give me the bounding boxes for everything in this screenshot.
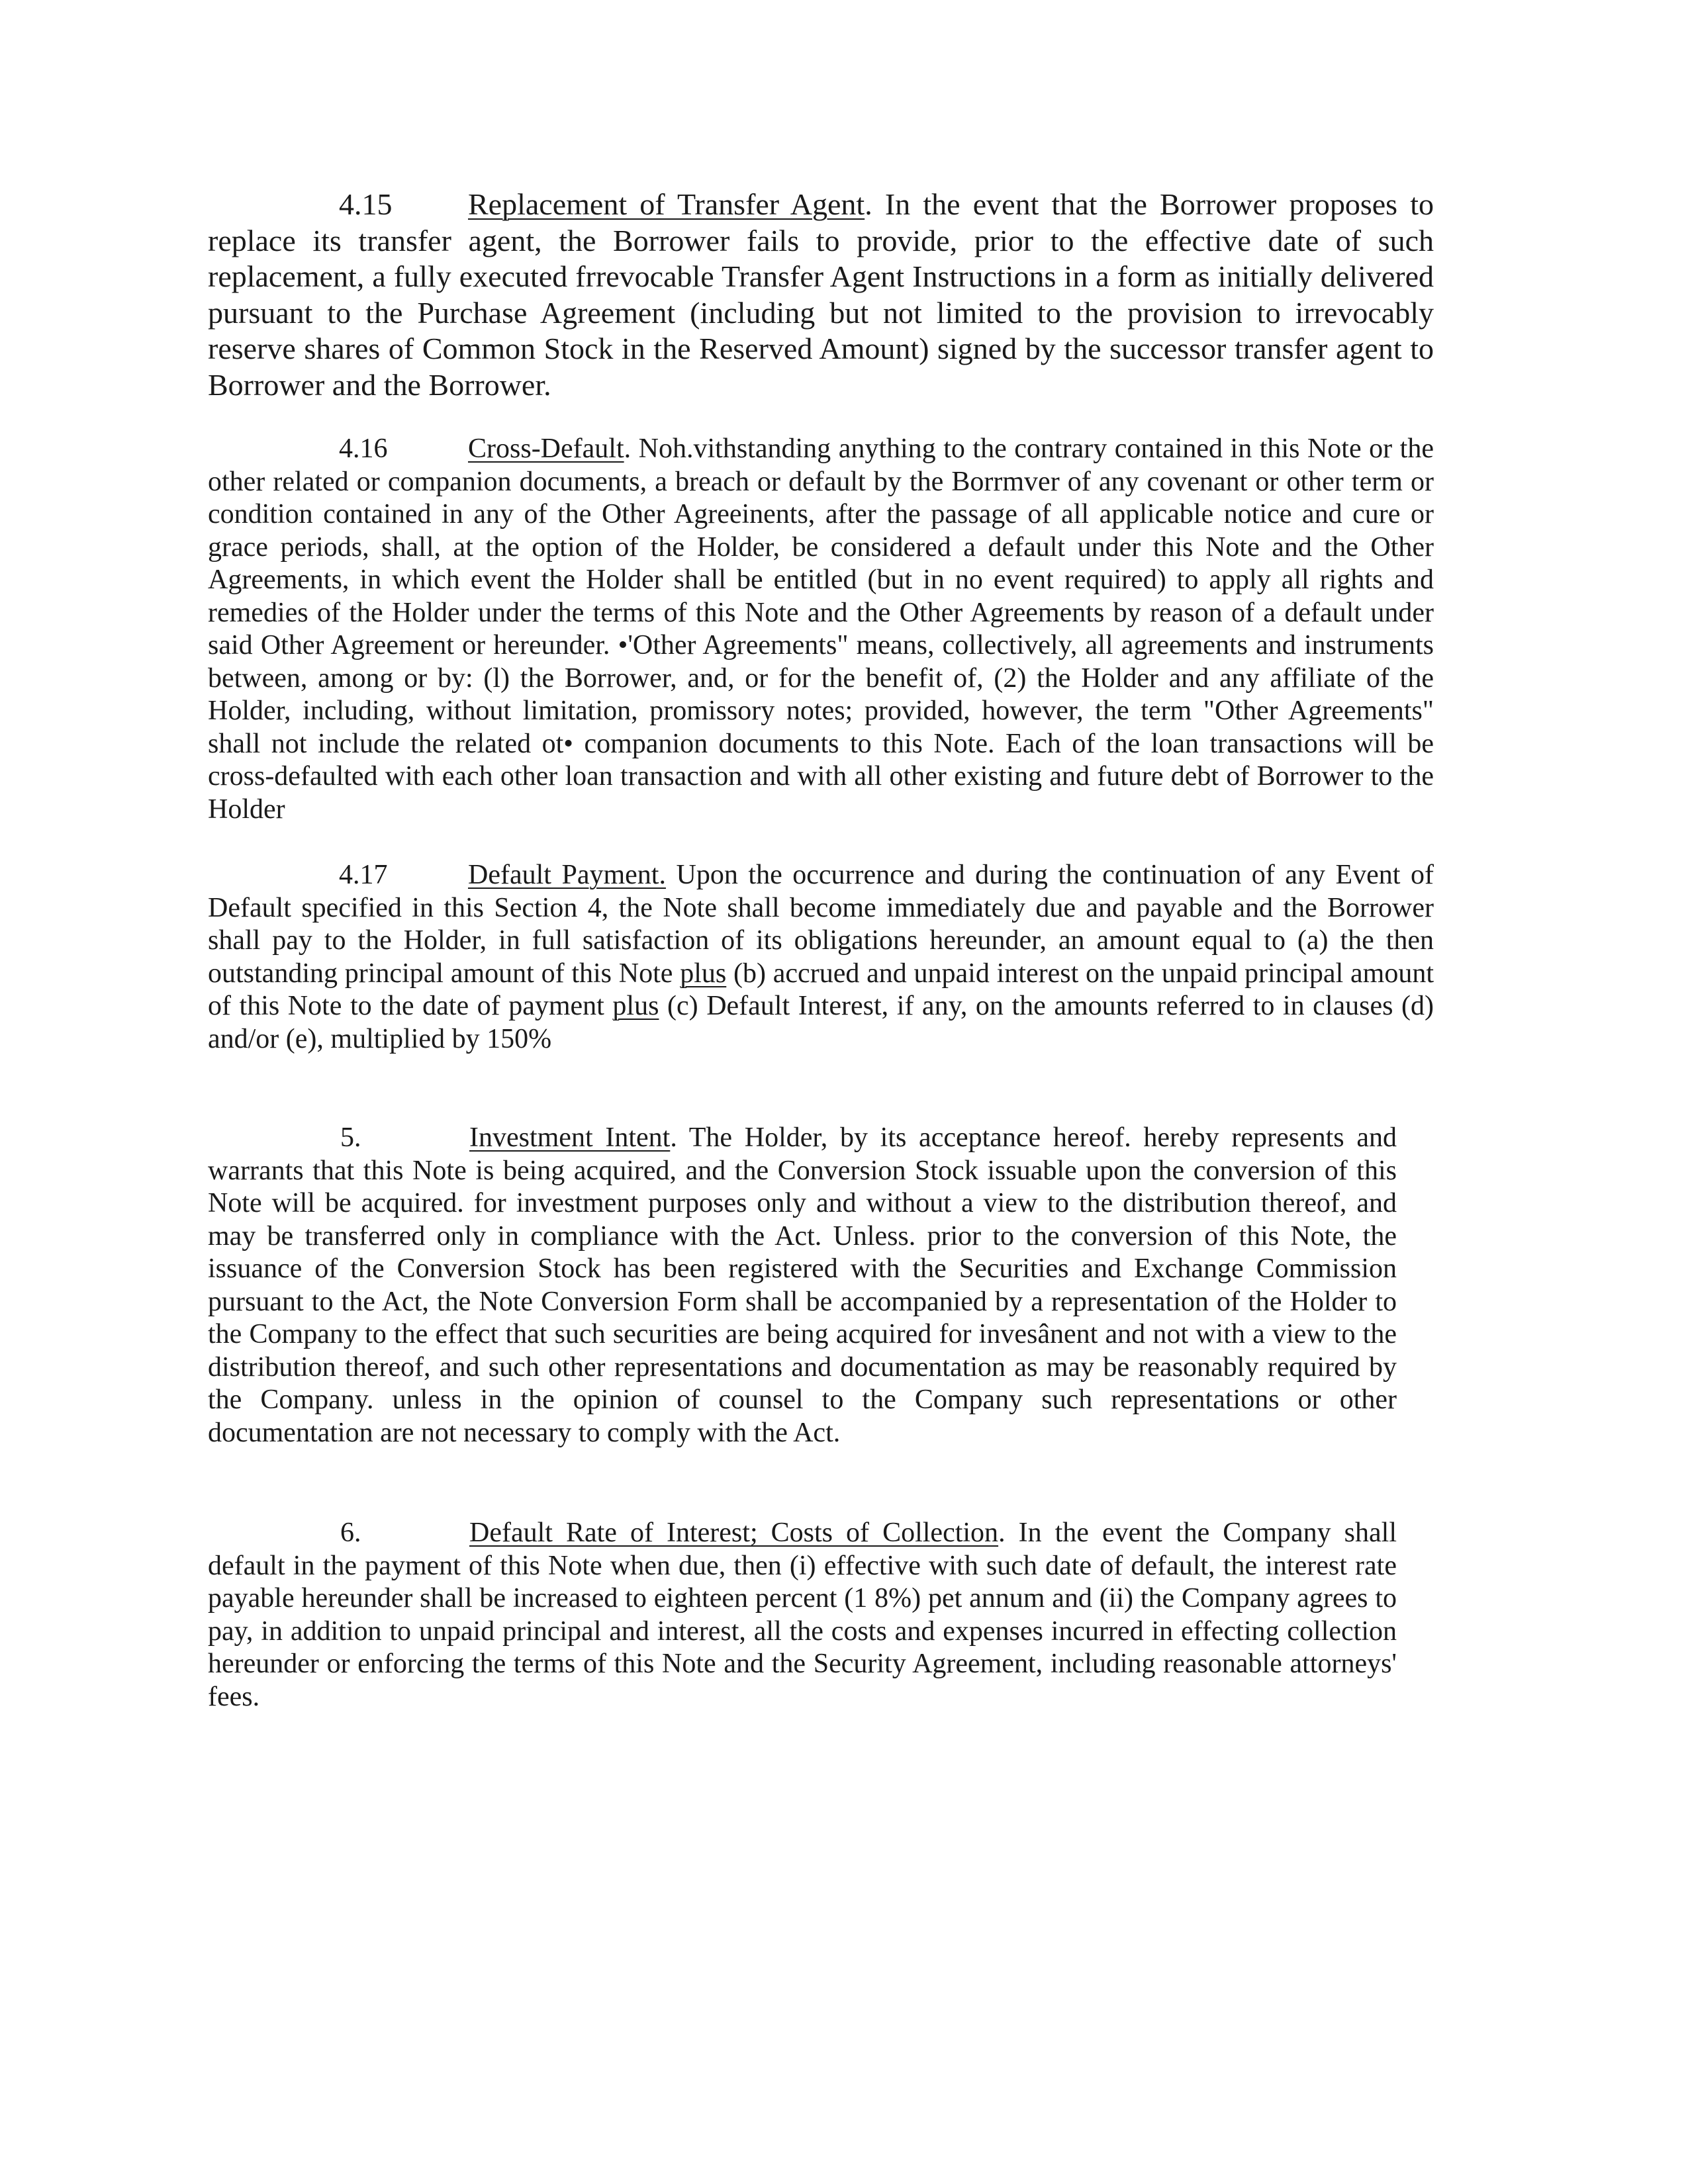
- section-body: . Noh.vithstanding anything to the contrary contained in this Note or the other related or companion documents, a breach or default by the Borrmver of any covenant or other term or condition contained in any of the Other Agreeinents, after the passage of all applicable notice and cure or grace periods, shall, at the option of the Holder, be considered a default under this Note and the Other Agreements, in which event the Holder shall be entitled (but in no event required) to apply all rights and remedies of the Holder under the terms of this Note and the Other Agreements by reason of a default under said Other Agreement or hereunder. •'Other Agreements" means, collectively, all agreements and instruments between, among or by: (l) the Borrower, and, or for the benefit of, (2) the Holder and any affiliate of the Holder, including, without limitation, promissory notes; provided, however, the term "Other Agreements" shall not include the related ot• companion documents to this Note. Each of the loan transactions will be cross-defaulted with each other loan transaction and with all other existing and future debt of Borrower to the Holder: [208, 433, 1434, 825]
- section-5: [208, 1122, 1397, 1449]
- section-body-continued: (b) accrued and unpaid interest on the unpaid principal amount of this Note to the date of payment: [208, 958, 1434, 1021]
- section-heading: Default Payment.: [468, 860, 666, 890]
- section-heading: Cross-Default: [468, 433, 624, 464]
- section-heading: Default Rate of Interest; Costs of Collection: [469, 1518, 999, 1548]
- section-heading: Investment Intent: [469, 1122, 671, 1153]
- section-heading: Replacement of Transfer Agent: [468, 187, 865, 221]
- section-4-17: [208, 859, 1434, 1056]
- plus-emphasis: plus: [680, 958, 727, 989]
- section-4-16: [208, 433, 1434, 826]
- section-number: 4.16: [339, 433, 388, 464]
- section-4-15: [208, 187, 1434, 403]
- section-body: Upon the occurrence and during the continuation of any Event of Default specified in this Section 4, the Note shall become immediately due and payable and the Borrower shall pay to the Holder, in full satisfaction of its obligations hereunder, an amount equal to (a) the then outstanding principal amount of this Note: [208, 860, 1434, 989]
- section-body-continued: (c) Default Interest, if any, on the amounts referred to in clauses (d) and/or (e), multiplied by 150%: [208, 991, 1434, 1054]
- plus-emphasis: plus: [612, 991, 659, 1021]
- section-body: . In the event that the Borrower proposes to replace its transfer agent, the Borrower fails to provide, prior to the effective date of such replacement, a fully executed frrevocable Transfer Agent Instructions in a form as initially delivered pursuant to the Purchase Agreement (including but not limited to the provision to irrevocably reserve shares of Common Stock in the Reserved Amount) signed by the successor transfer agent to Borrower and the Borrower.: [208, 187, 1434, 402]
- section-number: 4.15: [339, 187, 393, 221]
- section-body: . The Holder, by its acceptance hereof. hereby represents and warrants that this Note is being acquired, and the Conversion Stock issuable upon the conversion of this Note will be acquired. for investment purposes only and without a view to the distribution thereof, and may be transferred only in compliance with the Act. Unless. prior to the conversion of this Note, the issuance of the Conversion Stock has been registered with the Securities and Exchange Commission pursuant to the Act, the Note Conversion Form shall be accompanied by a representation of the Holder to the Company to the effect that such securities are being acquired for invesânent and not with a view to the distribution thereof, and such other representations and documentation as may be reasonably required by the Company. unless in the opinion of counsel to the Company such representations or other documentation are not necessary to comply with the Act.: [208, 1122, 1397, 1448]
- section-number: 6.: [340, 1518, 361, 1548]
- section-6: [208, 1517, 1397, 1713]
- section-body: . In the event the Company shall default in the payment of this Note when due, then (i) effective with such date of default, the interest rate payable hereunder shall be increased to eighteen percent (1 8%) pet annum and (ii) the Company agrees to pay, in addition to unpaid principal and interest, all the costs and expenses incurred in effecting collection hereunder or enforcing the terms of this Note and the Security Agreement, including reasonable attorneys' fees.: [208, 1518, 1397, 1712]
- section-number: 5.: [340, 1122, 361, 1153]
- section-number: 4.17: [339, 860, 388, 890]
